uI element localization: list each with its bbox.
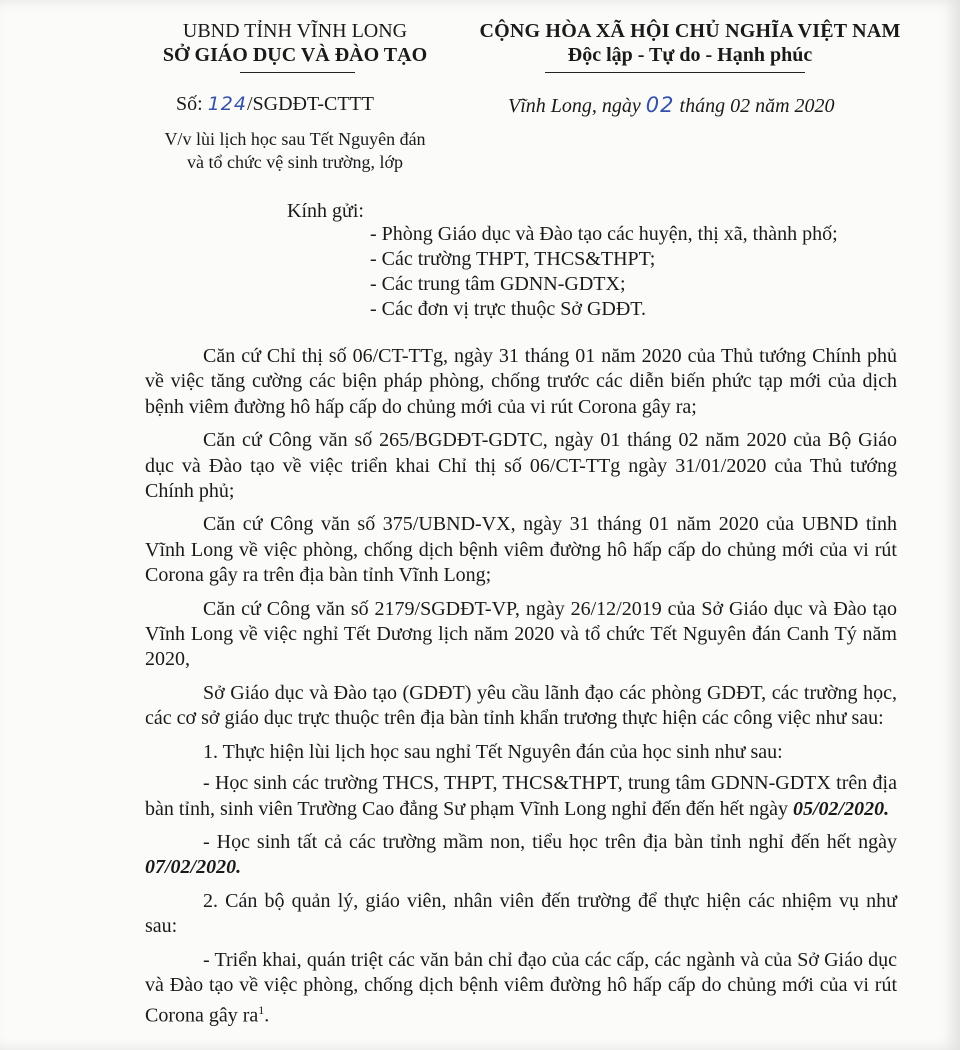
subject-line-2: và tổ chức vệ sinh trường, lớp — [186, 152, 403, 172]
tasks-end: . — [264, 1005, 270, 1027]
document-number — [176, 93, 374, 116]
doc-number-handwritten: 124 — [207, 93, 247, 115]
document-subject — [155, 128, 435, 174]
footnote-marker[interactable]: 1 — [258, 1003, 265, 1018]
primary-students-text: - Học sinh tất cả các trường mầm non, tiểu học trên địa bàn tỉnh nghỉ đến hết ngày — [203, 830, 897, 853]
date-suffix: tháng 02 năm 2020 — [679, 95, 835, 117]
recipient-item: - Các trường THPT, THCS&THPT; — [370, 248, 656, 270]
recipient-item: - Phòng Giáo dục và Đào tạo các huyện, thị xã, thành phố; — [370, 223, 838, 245]
paragraph-official-letter-375: Căn cứ Công văn số 375/UBND-VX, ngày 31 tháng 01 năm 2020 của UBND tỉnh Vĩnh Long về việc phòng, chống dịch bệnh viêm đường hô hấp cấp do chủng mới của vi rút Corona gây ra trên địa bàn tỉnh Vĩnh Long; — [145, 513, 897, 587]
date-day-handwritten: 02 — [645, 93, 675, 117]
recipient-item: - Các đơn vị trực thuộc Sở GDĐT. — [370, 298, 647, 320]
primary-students-date: 07/02/2020. — [145, 856, 242, 879]
paragraph-item-2: 2. Cán bộ quản lý, giáo viên, nhân viên đến trường để thực hiện các nhiệm vụ như sau: — [145, 889, 897, 938]
tasks-text: - Triển khai, quán triệt các văn bản chỉ đạo của các cấp, các ngành và của Sở Giáo dục và Đào tạo về việc phòng, chống dịch bệnh viêm đường hô hấp cấp do chủng mới của vi rút Corona gây ra — [145, 948, 897, 1027]
paragraph-primary-students — [145, 830, 897, 881]
motto-underline — [545, 72, 805, 73]
paragraph-tasks — [145, 948, 897, 1030]
paragraph-item-1: 1. Thực hiện lùi lịch học sau nghỉ Tết Nguyên đán của học sinh như sau: — [203, 740, 783, 763]
secondary-students-date: 05/02/2020. — [792, 797, 890, 820]
national-title: CỘNG HÒA XÃ HỘI CHỦ NGHĨA VIỆT NAM — [479, 20, 901, 42]
date-prefix: Vĩnh Long, ngày — [508, 95, 641, 117]
doc-number-prefix: Số: — [176, 93, 203, 115]
paragraph-directive-06: Căn cứ Chỉ thị số 06/CT-TTg, ngày 31 tháng 01 năm 2020 của Thủ tướng Chính phủ về việc tăng cường các biện pháp phòng, chống trước các diễn biến phức tạp mới của dịch bệnh viêm đường hô hấp cấp do chủng mới của vi rút Corona gây ra; — [145, 345, 897, 418]
department-name: SỞ GIÁO DỤC VÀ ĐÀO TẠO — [162, 44, 428, 66]
document-body — [145, 344, 897, 1037]
paragraph-secondary-students — [145, 771, 897, 822]
recipients-list — [370, 222, 838, 322]
agency-name: UBND TỈNH VĨNH LONG — [182, 20, 408, 42]
recipient-item: - Các trung tâm GDNN-GDTX; — [370, 273, 626, 295]
document-date — [508, 93, 835, 118]
recipients-label: Kính gửi: — [287, 200, 364, 222]
agency-underline — [240, 72, 355, 73]
doc-number-suffix: /SGDĐT-CTTT — [246, 93, 374, 115]
paragraph-official-letter-2179: Căn cứ Công văn số 2179/SGDĐT-VP, ngày 26/12/2019 của Sở Giáo dục và Đào tạo Vĩnh Long về việc nghỉ Tết Dương lịch năm 2020 và tổ chức Tết Nguyên đán Canh Tý năm 2020, — [145, 597, 897, 671]
national-motto: Độc lập - Tự do - Hạnh phúc — [567, 44, 813, 66]
secondary-students-text: - Học sinh các trường THCS, THPT, THCS&THPT, trung tâm GDNN-GDTX trên địa bàn tỉnh, sinh viên Trường Cao đẳng Sư phạm Vĩnh Long nghỉ đến đến hết ngày — [145, 772, 897, 820]
paragraph-request: Sở Giáo dục và Đào tạo (GDĐT) yêu cầu lãnh đạo các phòng GDĐT, các trường học, các cơ sở giáo dục trực thuộc trên địa bàn tỉnh khẩn trương thực hiện các công việc như sau: — [145, 681, 897, 730]
paragraph-official-letter-265: Căn cứ Công văn số 265/BGDĐT-GDTC, ngày 01 tháng 02 năm 2020 của Bộ Giáo dục và Đào tạo về việc triển khai Chỉ thị số 06/CT-TTg ngày 31/01/2020 của Thủ tướng Chính phủ; — [145, 429, 897, 503]
subject-line-1: V/v lùi lịch học sau Tết Nguyên đán — [164, 129, 426, 149]
